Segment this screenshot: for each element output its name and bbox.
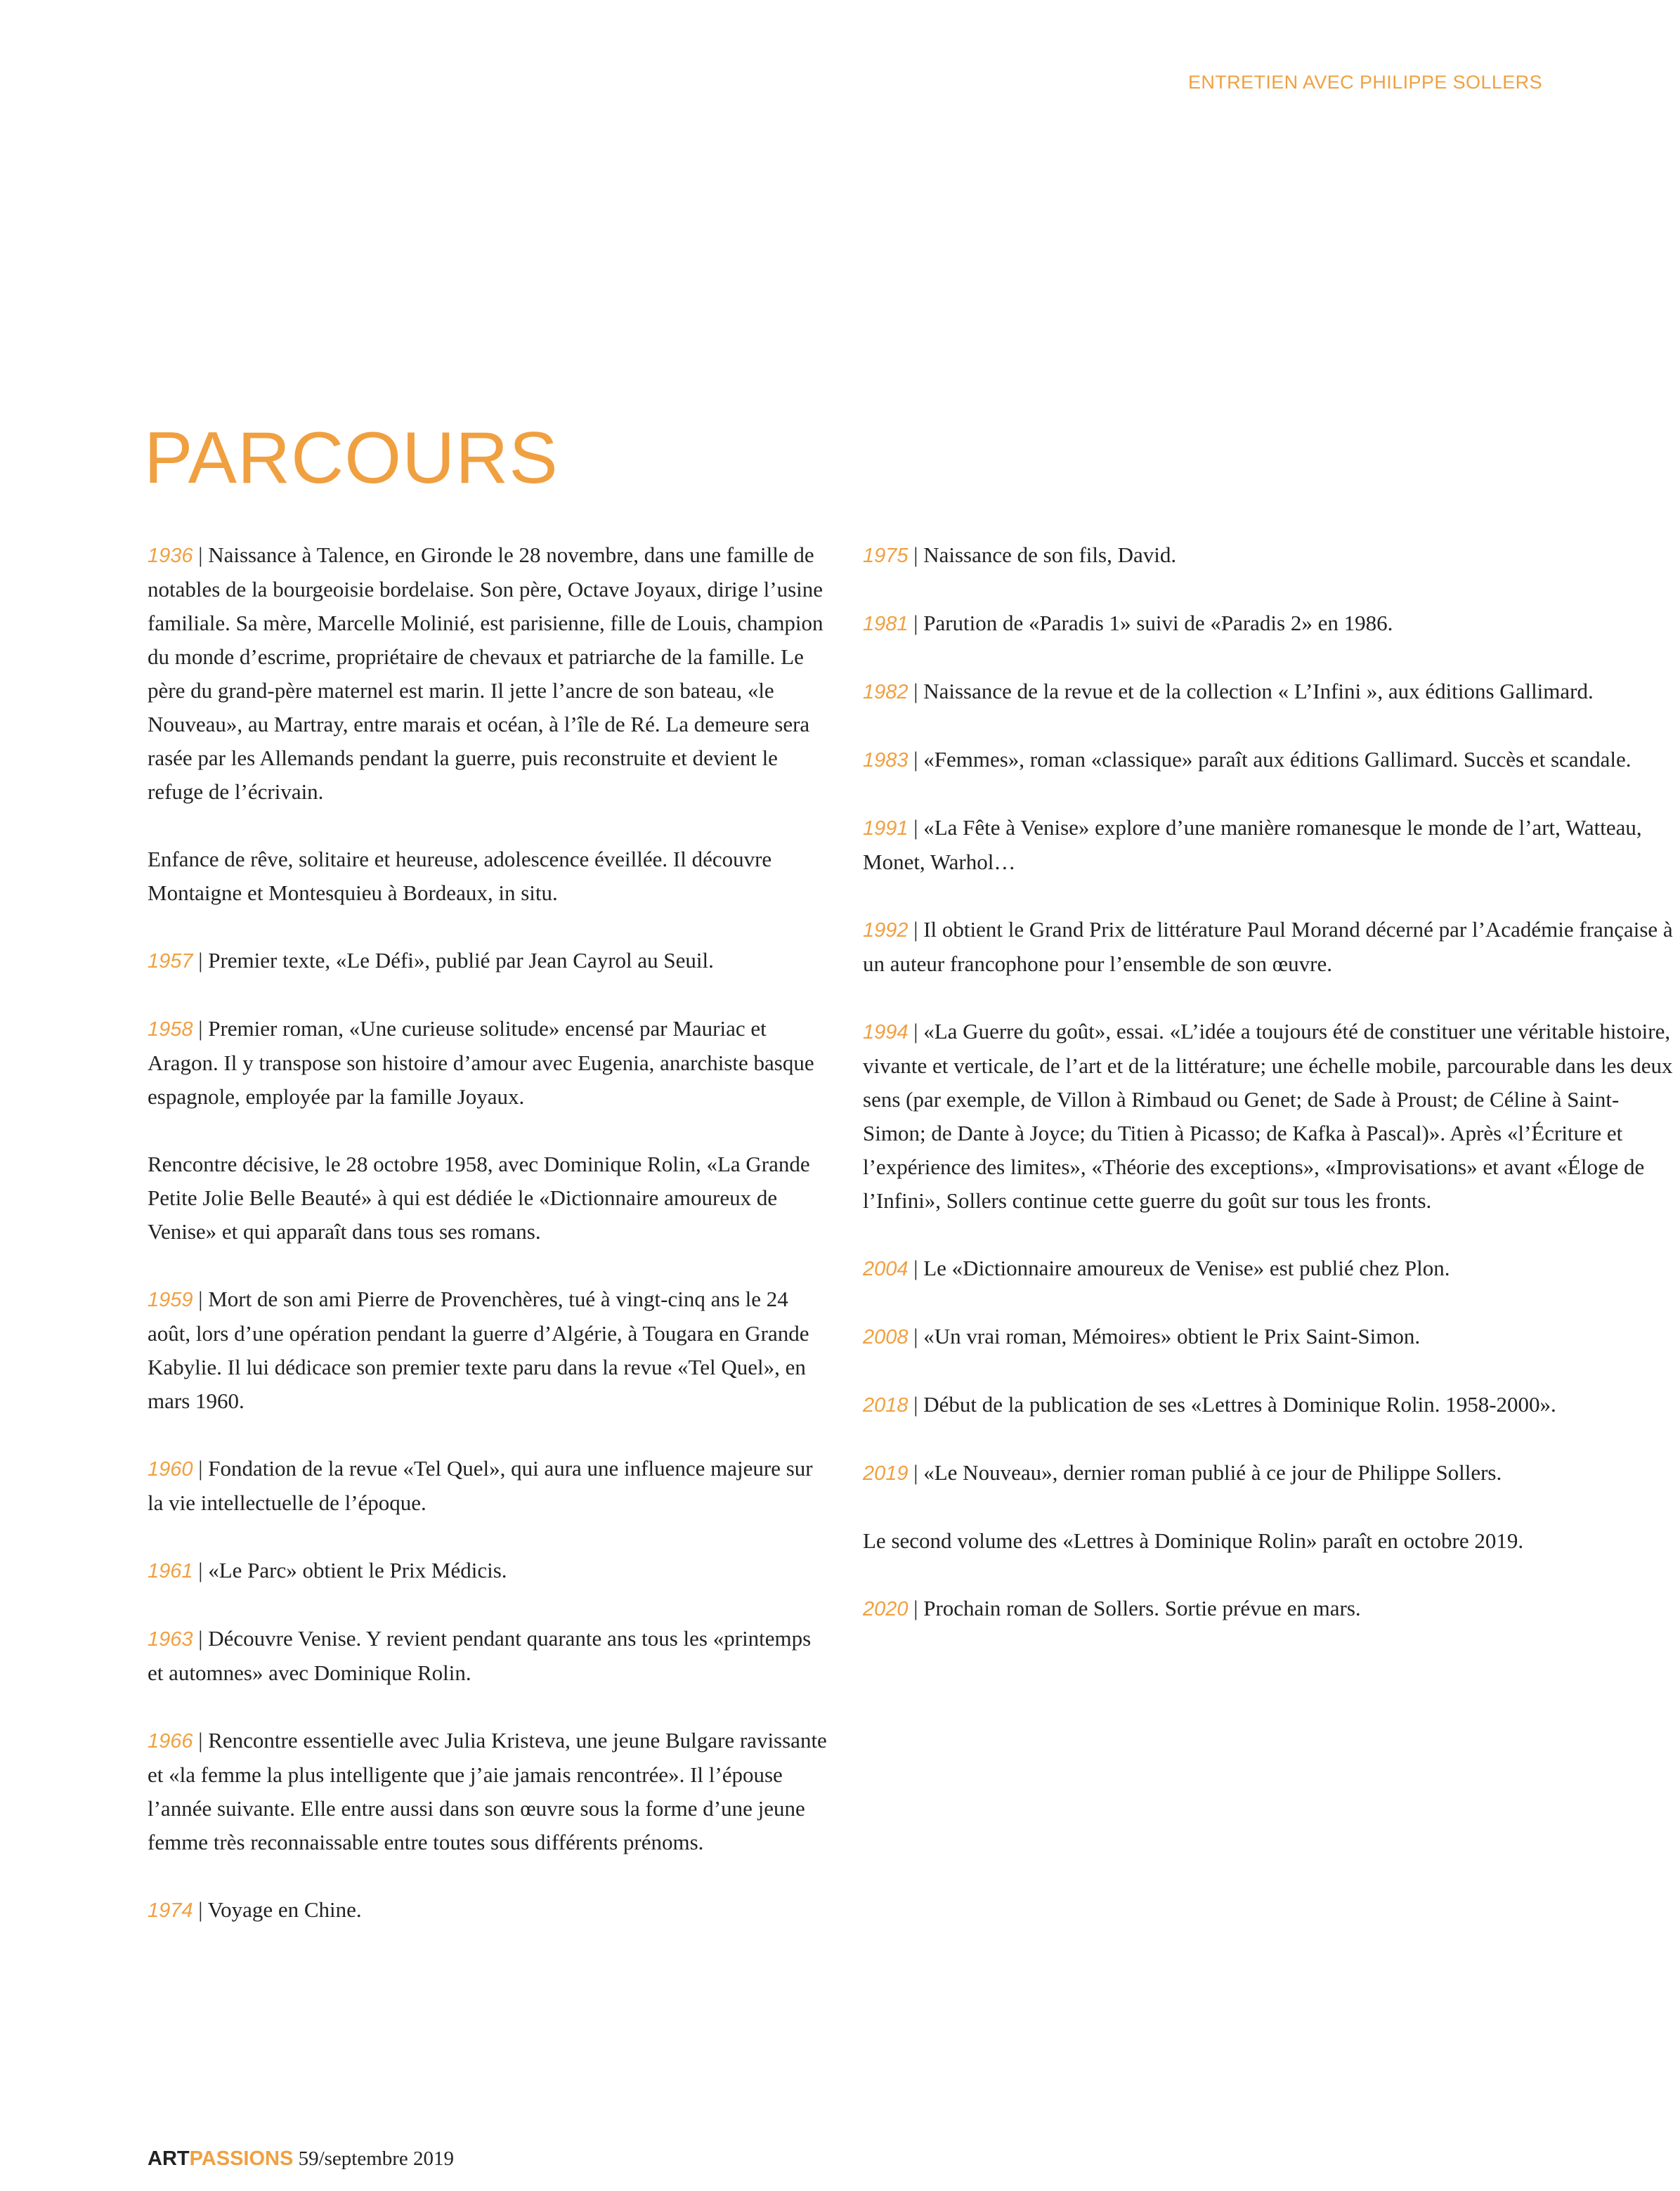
timeline-entry	[863, 1251, 1680, 1286]
page-footer	[148, 2149, 454, 2169]
timeline-left-column	[148, 538, 829, 1961]
entry-separator: |	[908, 747, 924, 772]
entry-year: 1966	[148, 1730, 193, 1753]
entry-text: «Femmes», roman «classique» paraît aux éditions Gallimard. Succès et scandale.	[923, 747, 1632, 772]
timeline-entry	[863, 675, 1680, 709]
entry-year: 1959	[148, 1289, 193, 1311]
timeline-entry	[148, 944, 829, 978]
entry-separator: |	[908, 1460, 924, 1485]
entry-text: Découvre Venise. Y revient pendant quarante ans tous les «printemps et automnes» avec Dominique Rolin.	[148, 1626, 812, 1685]
entry-text: «La Guerre du goût», essai. «L’idée a toujours été de constituer une véritable histoire, vivante et verticale, de l’art et de la littérature; une échelle mobile, parcourable dans les deux sens (par exemple, de Villon à Rimbaud ou Genet; de Sade à Proust; de Céline à Saint-Simon; de Dante à Joyce; du Titien à Picasso; de Kafka à Pascal)». Après «l’Écriture et l’expérience des limites», «Théorie des exceptions», «Improvisations» et avant «Éloge de l’Infini», Sollers continue cette guerre du goût sur tous les fronts.	[863, 1019, 1673, 1213]
entry-year: 1991	[863, 817, 909, 840]
entry-separator: |	[193, 542, 209, 567]
entry-text: Rencontre décisive, le 28 octobre 1958, avec Dominique Rolin, «La Grande Petite Jolie Belle Beauté» à qui est dédiée le «Dictionnaire amoureux de Venise» et qui apparaît dans tous ses romans.	[148, 1152, 810, 1244]
entry-separator: |	[908, 1392, 924, 1417]
timeline-entry	[863, 1015, 1680, 1218]
brand-art: ART	[148, 2147, 190, 2170]
entry-separator: |	[908, 1324, 924, 1348]
timeline-entry	[148, 1554, 829, 1588]
timeline-entry	[148, 538, 829, 809]
timeline-entry	[863, 913, 1680, 981]
timeline-entry	[148, 1724, 829, 1859]
entry-text: Enfance de rêve, solitaire et heureuse, adolescence éveillée. Il découvre Montaigne et Montesquieu à Bordeaux, in situ.	[148, 847, 772, 905]
timeline-entry	[863, 538, 1680, 573]
entry-separator: |	[908, 1256, 924, 1280]
entry-year: 1994	[863, 1021, 909, 1044]
entry-separator: |	[193, 1456, 209, 1481]
entry-separator: |	[193, 1558, 209, 1582]
entry-year: 1961	[148, 1560, 193, 1582]
entry-year: 2018	[863, 1394, 909, 1417]
entry-year: 1974	[148, 1899, 193, 1922]
timeline-entry	[863, 1456, 1680, 1490]
entry-separator: |	[908, 679, 924, 703]
entry-separator: |	[908, 542, 924, 567]
entry-separator: |	[193, 1897, 208, 1922]
entry-year: 2008	[863, 1326, 909, 1348]
timeline-entry	[148, 1893, 829, 1927]
running-head: ENTRETIEN AVEC PHILIPPE SOLLERS	[1187, 72, 1542, 93]
entry-text: Voyage en Chine.	[207, 1897, 362, 1922]
entry-text: Rencontre essentielle avec Julia Kristeva, une jeune Bulgare ravissante et «la femme la plus intelligente que j’aie jamais rencontrée». Il l’épouse l’année suivante. Elle entre aussi dans son œuvre sous la forme d’une jeune femme très reconnaissable entre toutes sous différents prénoms.	[148, 1728, 827, 1854]
entry-text: Le second volume des «Lettres à Dominique Rolin» paraît en octobre 2019.	[863, 1528, 1524, 1553]
entry-text: Fondation de la revue «Tel Quel», qui aura une influence majeure sur la vie intellectuelle de l’époque.	[148, 1456, 813, 1515]
entry-year: 1957	[148, 950, 193, 973]
timeline-entry	[148, 1622, 829, 1690]
entry-separator: |	[908, 815, 924, 840]
entry-text: Début de la publication de ses «Lettres à Dominique Rolin. 1958-2000».	[923, 1392, 1556, 1417]
entry-year: 1983	[863, 749, 909, 772]
entry-year: 2019	[863, 1462, 909, 1485]
entry-separator: |	[193, 1728, 209, 1753]
timeline-entry	[863, 811, 1680, 879]
entry-separator: |	[193, 948, 209, 973]
entry-year: 1992	[863, 919, 909, 942]
timeline-entry	[148, 1282, 829, 1418]
entry-text: Parution de «Paradis 1» suivi de «Paradis 2» en 1986.	[923, 611, 1393, 635]
entry-separator: |	[908, 1596, 924, 1620]
entry-text: Naissance de la revue et de la collection « L’Infini », aux éditions Gallimard.	[923, 679, 1594, 703]
entry-text: Le «Dictionnaire amoureux de Venise» est publié chez Plon.	[923, 1256, 1450, 1280]
entry-year: 1963	[148, 1628, 193, 1651]
entry-text: Prochain roman de Sollers. Sortie prévue en mars.	[923, 1596, 1361, 1620]
entry-separator: |	[908, 917, 924, 942]
entry-text: Naissance de son fils, David.	[923, 542, 1177, 567]
entry-year: 2020	[863, 1598, 909, 1620]
entry-year: 2004	[863, 1258, 909, 1280]
timeline-entry	[148, 843, 829, 910]
entry-separator: |	[193, 1626, 209, 1651]
timeline-entry	[863, 743, 1680, 777]
entry-year: 1975	[863, 545, 909, 567]
entry-year: 1936	[148, 545, 193, 567]
entry-text: «Le Nouveau», dernier roman publié à ce jour de Philippe Sollers.	[923, 1460, 1502, 1485]
entry-text: Premier roman, «Une curieuse solitude» encensé par Mauriac et Aragon. Il y transpose son histoire d’amour avec Eugenia, anarchiste basque espagnole, employée par la famille Joyaux.	[148, 1016, 814, 1109]
issue-info: 59/septembre 2019	[293, 2147, 455, 2170]
entry-text: «Le Parc» obtient le Prix Médicis.	[208, 1558, 507, 1582]
entry-year: 1958	[148, 1018, 193, 1041]
entry-year: 1960	[148, 1458, 193, 1481]
entry-separator: |	[193, 1287, 209, 1311]
entry-separator: |	[908, 611, 924, 635]
entry-separator: |	[908, 1019, 924, 1044]
section-title: PARCOURS	[144, 417, 559, 499]
timeline-entry	[863, 1320, 1680, 1354]
entry-separator: |	[193, 1016, 209, 1041]
entry-year: 1981	[863, 613, 909, 635]
timeline-entry	[148, 1147, 829, 1249]
timeline-entry	[148, 1452, 829, 1520]
timeline-entry	[863, 1388, 1680, 1422]
entry-text: Premier texte, «Le Défi», publié par Jean Cayrol au Seuil.	[208, 948, 714, 973]
timeline-entry	[863, 1524, 1680, 1558]
timeline-right-column	[863, 538, 1680, 1660]
entry-year: 1982	[863, 681, 909, 703]
entry-text: «Un vrai roman, Mémoires» obtient le Prix Saint-Simon.	[923, 1324, 1421, 1348]
timeline-entry	[863, 1592, 1680, 1626]
entry-text: Mort de son ami Pierre de Provenchères, tué à vingt-cinq ans le 24 août, lors d’une opération pendant la guerre d’Algérie, à Tougara en Grande Kabylie. Il lui dédicace son premier texte paru dans la revue «Tel Quel», en mars 1960.	[148, 1287, 809, 1413]
brand-passions: PASSIONS	[189, 2147, 294, 2170]
entry-text: Il obtient le Grand Prix de littérature Paul Morand décerné par l’Académie française à un auteur francophone pour l’ensemble de son œuvre.	[863, 917, 1673, 976]
timeline-entry	[863, 606, 1680, 641]
entry-text: Naissance à Talence, en Gironde le 28 novembre, dans une famille de notables de la bourgeoisie bordelaise. Son père, Octave Joyaux, dirige l’usine familiale. Sa mère, Marcelle Molinié, est parisienne, fille de Louis, champion du monde d’escrime, propriétaire de chevaux et patriarche de la famille. Le père du grand-père maternel est marin. Il jette l’ancre de son bateau, «le Nouveau», au Martray, entre marais et océan, à l’île de Ré. La demeure sera rasée par les Allemands pendant la guerre, puis reconstruite et devient le refuge de l’écrivain.	[148, 542, 823, 804]
entry-text: «La Fête à Venise» explore d’une manière romanesque le monde de l’art, Watteau, Monet, Warhol…	[863, 815, 1642, 874]
timeline-entry	[148, 1012, 829, 1114]
